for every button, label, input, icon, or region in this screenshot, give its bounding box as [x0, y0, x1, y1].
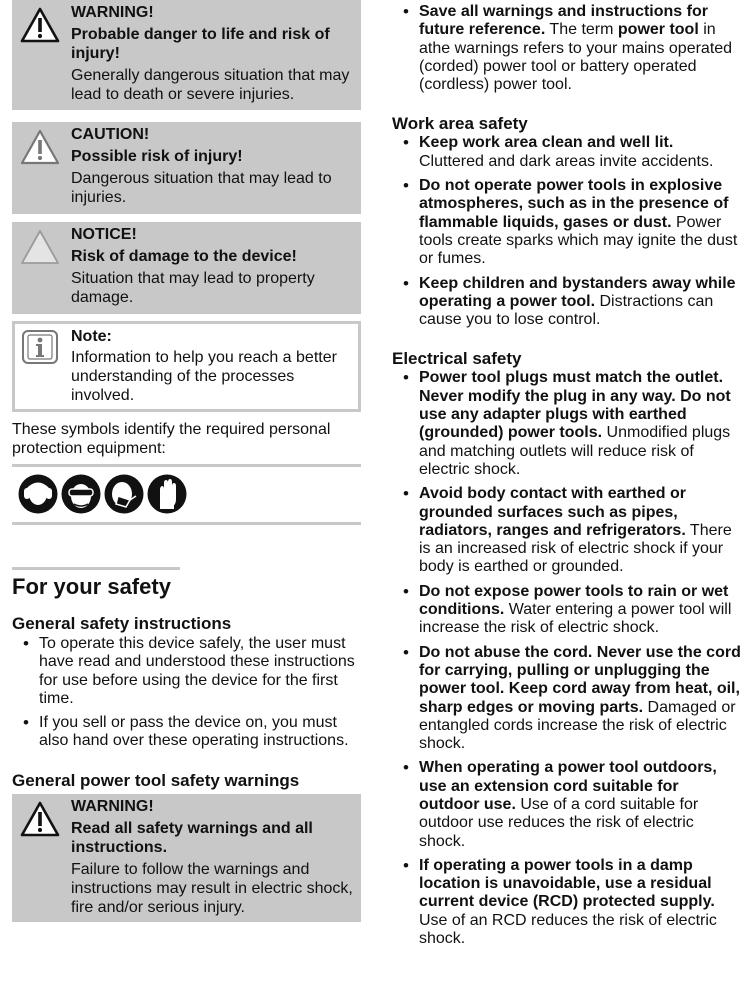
eye-protection-icon — [61, 474, 101, 514]
respirator-icon — [104, 474, 144, 514]
ppe-intro: These symbols identify the required personal protection equipment: — [12, 421, 331, 457]
notice-subheading: Risk of damage to the device! — [71, 248, 297, 265]
general-safety-heading: General safety instructions — [12, 614, 232, 633]
power-warning-text: Failure to follow the warnings and instructions may result in electric shock, fire and/or serious injury. — [71, 860, 353, 916]
section-title-rule — [12, 567, 180, 570]
note-info-icon — [20, 328, 60, 366]
notice-triangle-icon — [20, 228, 60, 266]
caution-subheading: Possible risk of injury! — [71, 148, 243, 165]
ppe-bottom-rule — [12, 522, 361, 525]
power-warning-subheading: Read all safety warnings and all instructions. — [71, 819, 313, 856]
save-instructions-list — [392, 3, 742, 94]
list-item: • Avoid body contact with earthed or grounded surfaces such as pipes, radiators, ranges and refrigerators. There is an increased risk of electric shock if your body is earthed or grounded. — [392, 485, 742, 576]
notice-text: Situation that may lead to property damage. — [71, 270, 315, 306]
warning-subheading: Probable danger to life and risk of injury! — [71, 26, 330, 62]
caution-heading: CAUTION! — [71, 126, 150, 143]
list-item: • Do not abuse the cord. Never use the cord for carrying, pulling or unplugging the power tool. Keep cord away from heat, oil, sharp edges or moving parts. Damaged or entangled cords increase the risk of electric shock. — [392, 644, 742, 754]
warning-triangle-icon — [20, 800, 60, 838]
warning-triangle-icon — [20, 6, 60, 44]
gloves-icon — [147, 474, 187, 514]
list-item: • If you sell or pass the device on, you must also hand over these operating instructions. — [12, 714, 361, 751]
list-item: • Keep children and bystanders away while operating a power tool. Distractions can cause you to lose control. — [392, 275, 742, 330]
list-item: • If operating a power tools in a damp location is unavoidable, use a residual current device (RCD) protected supply. Use of an RCD reduces the risk of electric shock. — [392, 857, 742, 948]
note-heading: Note: — [71, 328, 112, 345]
electrical-safety-heading: Electrical safety — [392, 349, 522, 369]
work-area-list — [392, 134, 742, 329]
electrical-safety-list — [392, 369, 742, 948]
list-item: • Keep work area clean and well lit. Cluttered and dark areas invite accidents. — [392, 134, 742, 171]
ppe-icon-row — [12, 467, 361, 518]
caution-text: Dangerous situation that may lead to injuries. — [71, 170, 332, 206]
notice-heading: NOTICE! — [71, 226, 137, 243]
safety-section — [12, 567, 361, 922]
work-area-heading: Work area safety — [392, 114, 528, 134]
warning-heading: WARNING! — [71, 4, 154, 21]
caution-box — [12, 122, 361, 214]
right-column — [392, 0, 742, 948]
power-warning-heading: WARNING! — [71, 797, 154, 815]
list-item: • To operate this device safely, the user must have read and understood these instructions for use before using the device for the first time. — [12, 635, 361, 708]
list-item: • Do not expose power tools to rain or wet conditions. Water entering a power tool will increase the risk of electric shock. — [392, 583, 742, 638]
ear-protection-icon — [18, 474, 58, 514]
note-box — [12, 321, 361, 412]
warning-text: Generally dangerous situation that may lead to death or severe injuries. — [71, 67, 350, 103]
power-tool-warning-box — [12, 794, 361, 922]
ppe-section — [12, 414, 361, 525]
list-item: • When operating a power tool outdoors, use an extension cord suitable for outdoor use. Use of a cord suitable for outdoor use reduces the risk of electric shock. — [392, 759, 742, 850]
list-item: • Save all warnings and instructions for future reference. The term power tool in athe warnings refers to your mains operated (corded) power tool or battery operated (cordless) power tool. — [392, 3, 742, 94]
safety-title: For your safety — [12, 574, 171, 599]
list-item: • Power tool plugs must match the outlet. Never modify the plug in any way. Do not use any adapter plugs with earthed (grounded) power tools. Unmodified plugs and matching outlets will reduce risk of electric shock. — [392, 369, 742, 479]
list-item: • Do not operate power tools in explosive atmospheres, such as in the presence of flammable liquids, gases or dust. Power tools create sparks which may ignite the dust or fumes. — [392, 177, 742, 268]
notice-box — [12, 222, 361, 314]
general-safety-list — [12, 635, 361, 751]
warning-box — [12, 0, 361, 110]
caution-triangle-icon — [20, 128, 60, 166]
note-text: Information to help you reach a better understanding of the processes involved. — [71, 349, 337, 404]
power-tool-warnings-heading: General power tool safety warnings — [12, 770, 300, 790]
